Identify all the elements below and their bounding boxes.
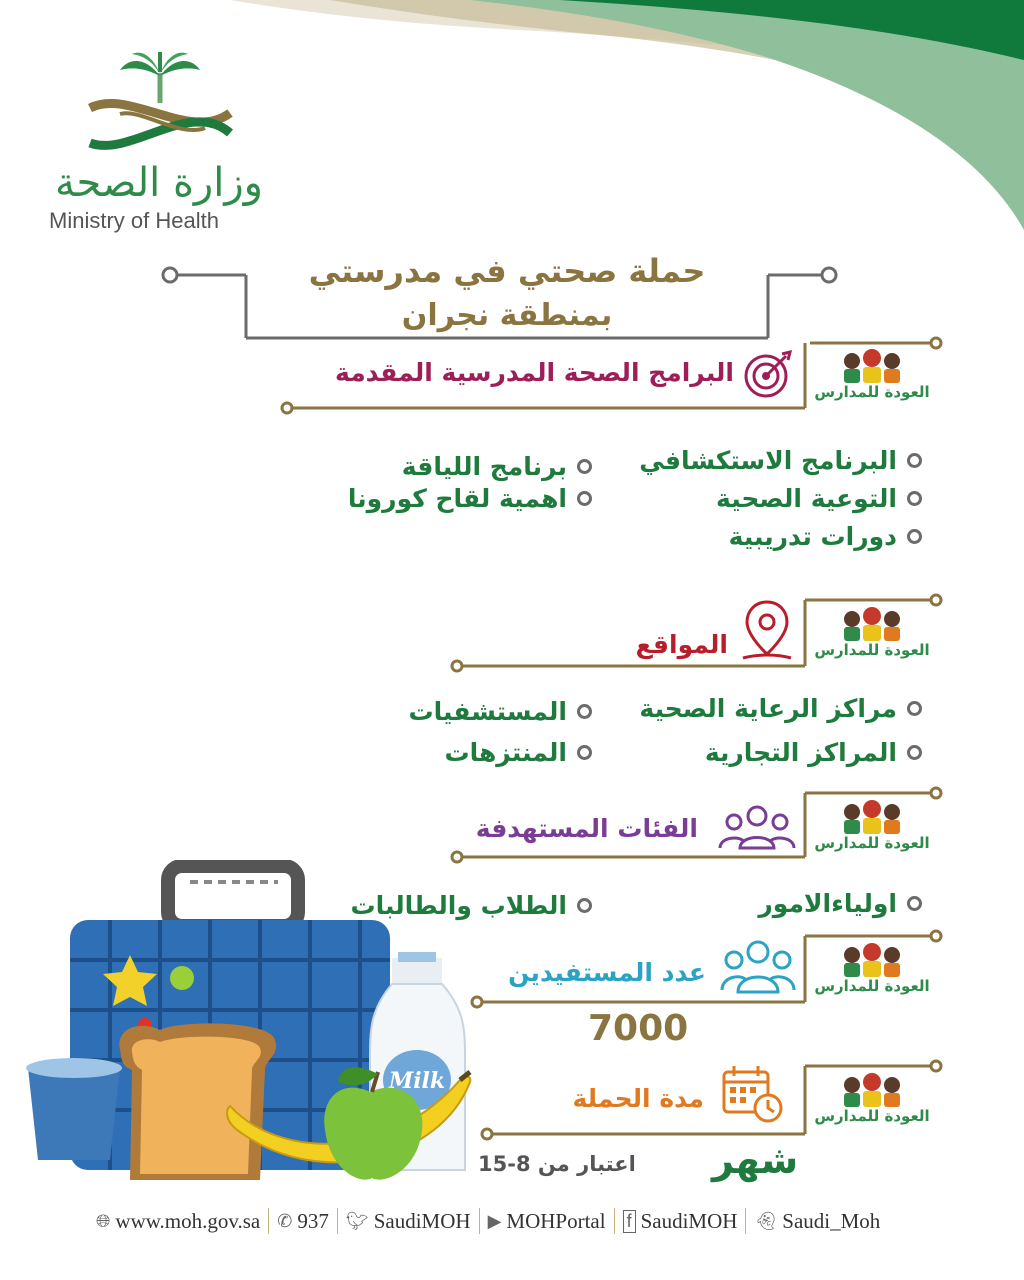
globe-icon: 🌐︎ xyxy=(96,1210,111,1231)
target-title: الفئات المستهدفة xyxy=(475,814,698,843)
beneficiaries-title: عدد المستفيدين xyxy=(508,958,706,987)
locations-title: المواقع xyxy=(635,630,728,659)
title-line1: حملة صحتي في مدرستي xyxy=(308,252,706,290)
badge-text: العودة للمدارس xyxy=(814,641,930,659)
footer-phone[interactable]: 937 xyxy=(297,1208,329,1233)
duration-value: شهر xyxy=(712,1138,799,1182)
list-item: دورات تدريبية xyxy=(729,522,922,551)
phone-icon: ✆ xyxy=(277,1210,293,1231)
location-pin-icon xyxy=(737,598,797,664)
list-item: مراكز الرعاية الصحية xyxy=(639,694,922,723)
back-to-school-badge xyxy=(812,939,932,1005)
list-item: برنامج اللياقة xyxy=(402,452,592,481)
duration-title: مدة الحملة xyxy=(572,1084,704,1113)
back-to-school-badge xyxy=(812,345,932,411)
list-item: اولياءالامور xyxy=(758,889,922,918)
footer-website[interactable]: www.moh.gov.sa xyxy=(115,1208,261,1233)
programs-title: البرامج الصحة المدرسية المقدمة xyxy=(335,358,734,387)
footer-contacts xyxy=(96,1208,880,1234)
back-to-school-badge xyxy=(812,603,932,669)
logo-english: Ministry of Health xyxy=(49,208,219,233)
twitter-icon: 🐦︎ xyxy=(345,1210,369,1231)
target-icon xyxy=(742,348,794,400)
kids-icon xyxy=(812,1069,932,1109)
kids-icon xyxy=(812,603,932,643)
list-item: المنتزهات xyxy=(444,738,592,767)
kids-icon xyxy=(812,796,932,836)
list-item: المراكز التجارية xyxy=(705,738,922,767)
list-item: المستشفيات xyxy=(408,697,592,726)
snapchat-icon: 👻︎ xyxy=(754,1210,778,1231)
beneficiaries-count: 7000 xyxy=(588,1008,689,1049)
footer-facebook[interactable]: SaudiMOH xyxy=(640,1208,738,1233)
badge-text: العودة للمدارس xyxy=(814,1107,930,1125)
footer-snapchat[interactable]: Saudi_Moh xyxy=(782,1208,881,1233)
badge-text: العودة للمدارس xyxy=(814,834,930,852)
footer-youtube[interactable]: MOHPortal xyxy=(506,1208,606,1233)
logo-arabic: وزارة الصحة xyxy=(55,160,263,206)
duration-note: اعتبار من 8-15 xyxy=(478,1152,636,1176)
milk-label: Milk xyxy=(388,1068,446,1094)
people-icon xyxy=(720,936,796,998)
group-icon xyxy=(716,802,798,854)
badge-text: العودة للمدارس xyxy=(814,977,930,995)
footer-twitter[interactable]: SaudiMOH xyxy=(373,1208,471,1233)
list-item: البرنامج الاستكشافي xyxy=(639,446,922,475)
kids-icon xyxy=(812,939,932,979)
back-to-school-badge xyxy=(812,1069,932,1135)
title-line2: بمنطقة نجران xyxy=(401,298,613,333)
youtube-icon: ▶ xyxy=(487,1210,502,1231)
back-to-school-badge xyxy=(812,796,932,862)
calendar-clock-icon xyxy=(720,1062,786,1124)
facebook-icon: f xyxy=(623,1210,636,1233)
list-item: الطلاب والطالبات xyxy=(351,891,592,920)
list-item: التوعية الصحية xyxy=(716,484,922,513)
badge-text: العودة للمدارس xyxy=(814,383,930,401)
lunchbox-illustration xyxy=(20,860,490,1190)
kids-icon xyxy=(812,345,932,385)
list-item: اهمية لقاح كورونا xyxy=(348,484,592,513)
